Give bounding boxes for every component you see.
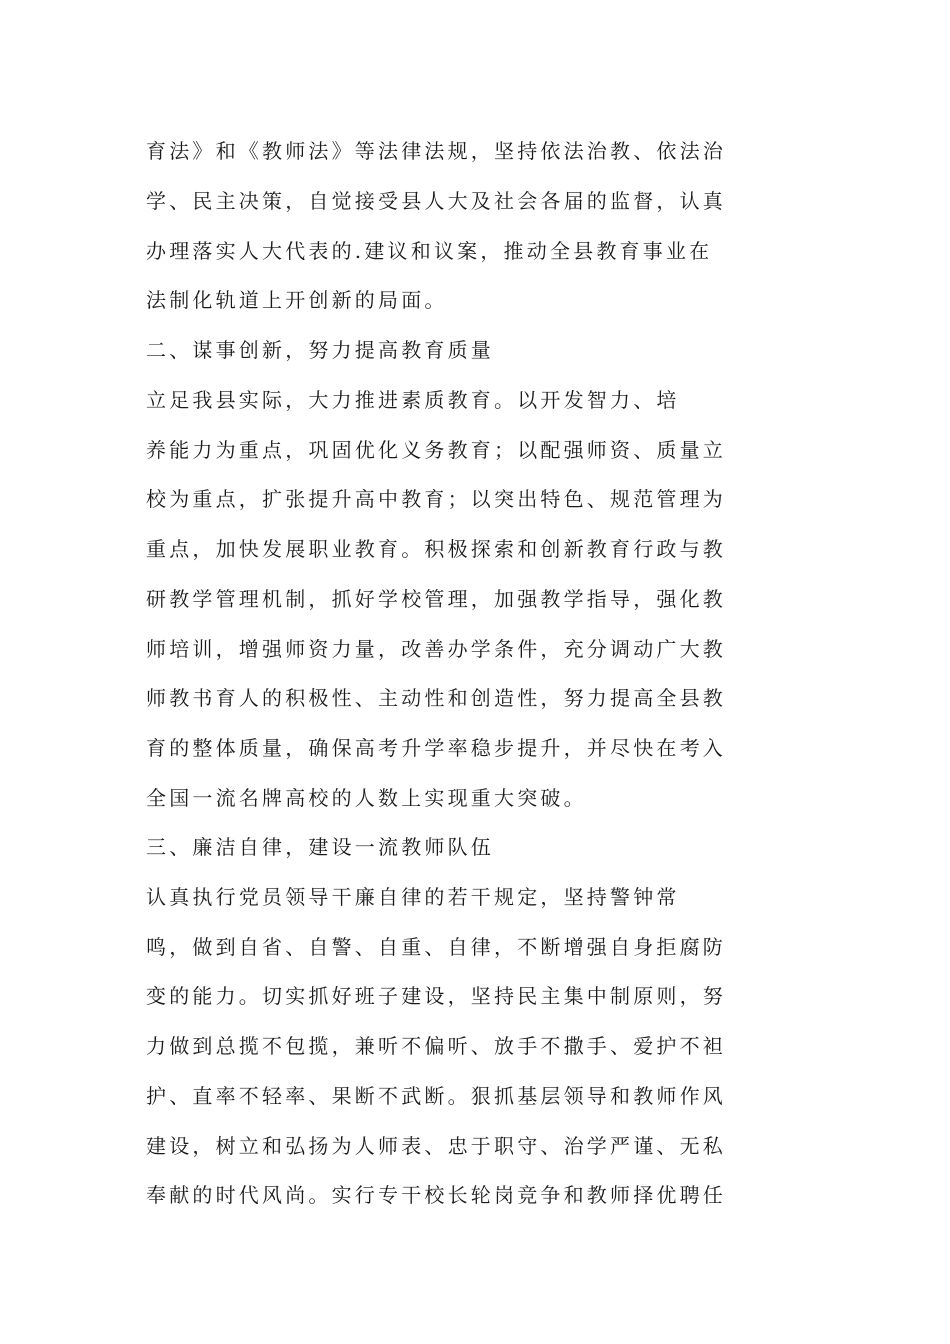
text-line: 研教学管理机制，抓好学校管理，加强教学指导，强化教 — [146, 587, 726, 611]
text-line: 办理落实人大代表的.建议和议案，推动全县教育事业在 — [146, 239, 713, 263]
section-heading: 二、谋事创新，努力提高教育质量 — [146, 338, 494, 362]
text-line: 全国一流名牌高校的人数上实现重大突破。 — [146, 786, 587, 810]
text-line: 养能力为重点，巩固优化义务教育；以配强师资、质量立 — [146, 438, 726, 462]
text-line: 师教书育人的积极性、主动性和创造性，努力提高全县教 — [146, 686, 726, 710]
text-line: 育法》和《教师法》等法律法规，坚持依法治教、依法治 — [146, 139, 726, 163]
text-line: 学、民主决策，自觉接受县人大及社会各届的监督，认真 — [146, 189, 726, 213]
text-line: 变的能力。切实抓好班子建设，坚持民主集中制原则，努 — [146, 984, 726, 1008]
text-line: 育的整体质量，确保高考升学率稳步提升，并尽快在考入 — [146, 736, 726, 760]
text-line: 认真执行党员领导干廉自律的若干规定，坚持警钟常 — [146, 885, 680, 909]
text-line: 师培训，增强师资力量，改善办学条件，充分调动广大教 — [146, 637, 726, 661]
text-line: 校为重点，扩张提升高中教育；以突出特色、规范管理为 — [146, 487, 726, 511]
text-line: 立足我县实际，大力推进素质教育。以开发智力、培 — [146, 388, 680, 412]
text-line: 重点，加快发展职业教育。积极探索和创新教育行政与教 — [146, 537, 726, 561]
section-heading: 三、廉洁自律，建设一流教师队伍 — [146, 835, 494, 859]
text-line: 建设，树立和弘扬为人师表、忠于职守、治学严谨、无私 — [146, 1134, 726, 1158]
text-line: 奉献的时代风尚。实行专干校长轮岗竞争和教师择优聘任 — [146, 1183, 726, 1207]
text-line: 法制化轨道上开创新的局面。 — [146, 288, 448, 312]
text-line: 鸣，做到自省、自警、自重、自律，不断增强自身拒腐防 — [146, 935, 726, 959]
text-line: 护、直率不轻率、果断不武断。狠抓基层领导和教师作风 — [146, 1084, 726, 1108]
text-line: 力做到总揽不包揽，兼听不偏听、放手不撒手、爱护不袒 — [146, 1034, 726, 1058]
